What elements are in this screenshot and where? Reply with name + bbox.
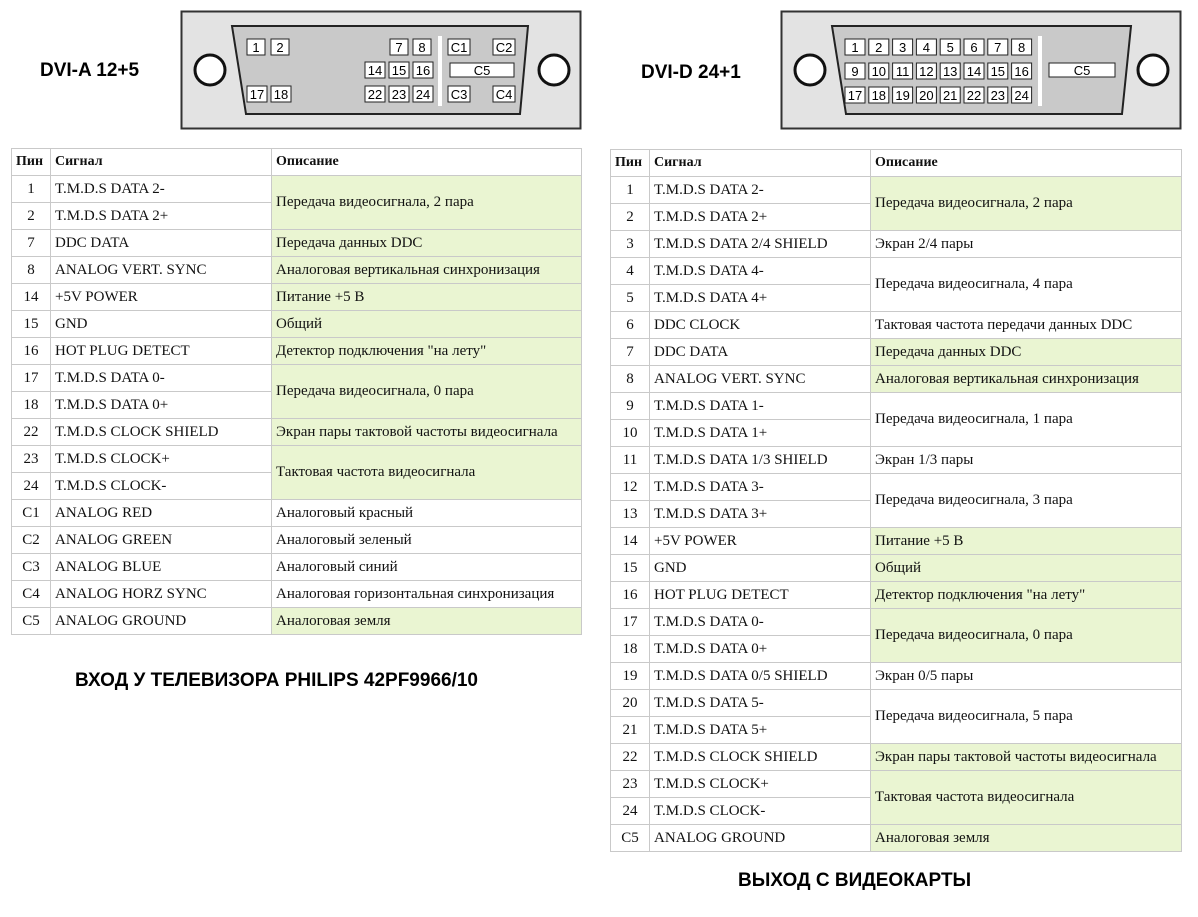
description-cell: Детектор подключения "на лету" bbox=[272, 338, 582, 365]
pin-cell: 22 bbox=[611, 744, 650, 771]
pin-cell: 15 bbox=[12, 311, 51, 338]
pin-label: 17 bbox=[249, 87, 265, 102]
dvi-a-connector bbox=[180, 10, 582, 132]
signal-cell: T.M.D.S DATA 2+ bbox=[650, 204, 871, 231]
description-cell: Передача видеосигнала, 3 пара bbox=[871, 474, 1182, 528]
signal-cell: T.M.D.S DATA 4- bbox=[650, 258, 871, 285]
signal-cell: T.M.D.S DATA 0+ bbox=[51, 392, 272, 419]
pin-cell: 19 bbox=[611, 663, 650, 690]
dvi-a-title: DVI-A 12+5 bbox=[40, 60, 140, 81]
screw-hole-right bbox=[539, 55, 569, 85]
signal-cell: T.M.D.S CLOCK SHIELD bbox=[650, 744, 871, 771]
pin-label: 23 bbox=[990, 88, 1006, 103]
table-row bbox=[12, 608, 582, 635]
table-row bbox=[12, 230, 582, 257]
pin-cell: 6 bbox=[611, 312, 650, 339]
description-cell: Общий bbox=[272, 311, 582, 338]
pin-label: 8 bbox=[1017, 40, 1026, 55]
pin-cell: C3 bbox=[12, 554, 51, 581]
header-pin: Пин bbox=[12, 149, 51, 176]
header-signal: Сигнал bbox=[650, 150, 871, 177]
pin-label: C4 bbox=[495, 87, 513, 102]
pin-label: 24 bbox=[415, 87, 431, 102]
pin-label: 16 bbox=[415, 63, 431, 78]
dvi-d-title: DVI-D 24+1 bbox=[641, 62, 741, 83]
signal-cell: T.M.D.S DATA 4+ bbox=[650, 285, 871, 312]
signal-cell: ANALOG GROUND bbox=[650, 825, 871, 852]
pin-cell: 3 bbox=[611, 231, 650, 258]
description-cell: Тактовая частота передачи данных DDC bbox=[871, 312, 1182, 339]
pin-cell: 18 bbox=[611, 636, 650, 663]
screw-hole-left bbox=[195, 55, 225, 85]
pin-label: 14 bbox=[966, 64, 982, 79]
table-row bbox=[611, 771, 1182, 798]
signal-cell: T.M.D.S CLOCK- bbox=[51, 473, 272, 500]
pin-cell: 5 bbox=[611, 285, 650, 312]
pin-cell: 11 bbox=[611, 447, 650, 474]
table-header-row bbox=[611, 150, 1182, 177]
signal-cell: T.M.D.S CLOCK- bbox=[650, 798, 871, 825]
pin-cell: 1 bbox=[611, 177, 650, 204]
description-cell: Экран пары тактовой частоты видеосигнала bbox=[272, 419, 582, 446]
pin-cell: 15 bbox=[611, 555, 650, 582]
dvi-d-analog-pins bbox=[1049, 63, 1115, 78]
pin-label: 15 bbox=[990, 64, 1006, 79]
pin-cell: 14 bbox=[611, 528, 650, 555]
pin-cell: 18 bbox=[12, 392, 51, 419]
signal-cell: T.M.D.S DATA 0- bbox=[51, 365, 272, 392]
table-row bbox=[12, 338, 582, 365]
signal-cell: T.M.D.S DATA 0- bbox=[650, 609, 871, 636]
description-cell: Тактовая частота видеосигнала bbox=[871, 771, 1182, 825]
pin-label: 7 bbox=[994, 40, 1002, 55]
header-pin: Пин bbox=[611, 150, 650, 177]
table-row bbox=[611, 447, 1182, 474]
dvi-a-row2 bbox=[365, 62, 433, 78]
table-row bbox=[611, 231, 1182, 258]
description-cell: Аналоговая земля bbox=[272, 608, 582, 635]
signal-cell: T.M.D.S DATA 1+ bbox=[650, 420, 871, 447]
signal-cell: +5V POWER bbox=[51, 284, 272, 311]
pin-cell: 10 bbox=[611, 420, 650, 447]
pin-label: 4 bbox=[922, 40, 931, 55]
table-row bbox=[12, 527, 582, 554]
description-cell: Передача видеосигнала, 0 пара bbox=[272, 365, 582, 419]
description-cell: Аналоговая вертикальная синхронизация bbox=[272, 257, 582, 284]
signal-cell: T.M.D.S DATA 3+ bbox=[650, 501, 871, 528]
pin-cell: 8 bbox=[611, 366, 650, 393]
pin-cell: 9 bbox=[611, 393, 650, 420]
pin-cell: 16 bbox=[611, 582, 650, 609]
description-cell: Питание +5 В bbox=[272, 284, 582, 311]
pin-label: 3 bbox=[898, 40, 907, 55]
pin-label: 17 bbox=[847, 88, 863, 103]
description-cell: Передача видеосигнала, 2 пара bbox=[272, 176, 582, 230]
signal-cell: ANALOG HORZ SYNC bbox=[51, 581, 272, 608]
description-cell: Аналоговая вертикальная синхронизация bbox=[871, 366, 1182, 393]
table-row bbox=[611, 258, 1182, 285]
table-row bbox=[12, 554, 582, 581]
table-row bbox=[611, 555, 1182, 582]
signal-cell: T.M.D.S DATA 5+ bbox=[650, 717, 871, 744]
table-row bbox=[611, 393, 1182, 420]
pin-label: 22 bbox=[367, 87, 383, 102]
screw-hole-left bbox=[795, 55, 825, 85]
table-header-row bbox=[12, 149, 582, 176]
signal-cell: T.M.D.S DATA 5- bbox=[650, 690, 871, 717]
description-cell: Аналоговый зеленый bbox=[272, 527, 582, 554]
table-row bbox=[611, 339, 1182, 366]
pin-label: 9 bbox=[851, 64, 859, 79]
signal-cell: HOT PLUG DETECT bbox=[51, 338, 272, 365]
pin-label: C1 bbox=[450, 40, 468, 55]
dvi-a-pinout-table bbox=[11, 148, 582, 635]
pin-label: 2 bbox=[875, 40, 883, 55]
pin-label: 20 bbox=[919, 88, 934, 103]
table-row bbox=[611, 744, 1182, 771]
pin-label: 1 bbox=[252, 40, 260, 55]
table-row bbox=[611, 663, 1182, 690]
description-cell: Экран 2/4 пары bbox=[871, 231, 1182, 258]
description-cell: Аналоговый синий bbox=[272, 554, 582, 581]
signal-cell: T.M.D.S DATA 1/3 SHIELD bbox=[650, 447, 871, 474]
pin-label: C5 bbox=[1073, 63, 1091, 78]
pin-cell: 4 bbox=[611, 258, 650, 285]
table-row bbox=[12, 284, 582, 311]
header-description: Описание bbox=[871, 150, 1182, 177]
description-cell: Аналоговая земля bbox=[871, 825, 1182, 852]
signal-cell: DDC DATA bbox=[650, 339, 871, 366]
pin-label: C5 bbox=[473, 63, 491, 78]
signal-cell: T.M.D.S DATA 0+ bbox=[650, 636, 871, 663]
pin-label: 23 bbox=[391, 87, 407, 102]
pin-cell: 20 bbox=[611, 690, 650, 717]
pin-cell: 7 bbox=[611, 339, 650, 366]
signal-cell: ANALOG GROUND bbox=[51, 608, 272, 635]
description-cell: Передача данных DDC bbox=[272, 230, 582, 257]
signal-cell: DDC DATA bbox=[51, 230, 272, 257]
table-row bbox=[12, 419, 582, 446]
pin-cell: 8 bbox=[12, 257, 51, 284]
table-row bbox=[12, 176, 582, 203]
description-cell: Передача видеосигнала, 5 пара bbox=[871, 690, 1182, 744]
pin-cell: C5 bbox=[611, 825, 650, 852]
pin-cell: 2 bbox=[611, 204, 650, 231]
pin-label: 12 bbox=[919, 64, 934, 79]
pin-cell: 2 bbox=[12, 203, 51, 230]
table-row bbox=[12, 581, 582, 608]
signal-cell: T.M.D.S DATA 0/5 SHIELD bbox=[650, 663, 871, 690]
pin-label: 7 bbox=[395, 40, 403, 55]
pin-cell: 21 bbox=[611, 717, 650, 744]
pin-cell: 14 bbox=[12, 284, 51, 311]
pin-cell: 1 bbox=[12, 176, 51, 203]
table-row bbox=[12, 311, 582, 338]
pin-cell: 13 bbox=[611, 501, 650, 528]
tv-input-caption: ВХОД У ТЕЛЕВИЗОРА PHILIPS 42PF9966/10 bbox=[75, 670, 478, 691]
pin-label: C3 bbox=[450, 87, 468, 102]
table-row bbox=[12, 500, 582, 527]
signal-cell: T.M.D.S DATA 3- bbox=[650, 474, 871, 501]
signal-cell: T.M.D.S DATA 2/4 SHIELD bbox=[650, 231, 871, 258]
table-row bbox=[611, 528, 1182, 555]
pin-label: 24 bbox=[1014, 88, 1029, 103]
pin-cell: 24 bbox=[611, 798, 650, 825]
description-cell: Передача видеосигнала, 0 пара bbox=[871, 609, 1182, 663]
table-row bbox=[611, 312, 1182, 339]
pin-cell: C1 bbox=[12, 500, 51, 527]
signal-cell: T.M.D.S DATA 2- bbox=[650, 177, 871, 204]
table-row bbox=[12, 257, 582, 284]
description-cell: Детектор подключения "на лету" bbox=[871, 582, 1182, 609]
table-row bbox=[611, 366, 1182, 393]
signal-cell: T.M.D.S CLOCK SHIELD bbox=[51, 419, 272, 446]
pin-label: C2 bbox=[495, 40, 513, 55]
header-signal: Сигнал bbox=[51, 149, 272, 176]
signal-cell: DDC CLOCK bbox=[650, 312, 871, 339]
header-description: Описание bbox=[272, 149, 582, 176]
pin-label: 19 bbox=[895, 88, 910, 103]
description-cell: Передача видеосигнала, 1 пара bbox=[871, 393, 1182, 447]
pin-label: 10 bbox=[871, 64, 887, 79]
description-cell: Питание +5 В bbox=[871, 528, 1182, 555]
pin-label: 5 bbox=[946, 40, 954, 55]
table-row bbox=[611, 474, 1182, 501]
table-row bbox=[611, 825, 1182, 852]
pin-label: 2 bbox=[276, 40, 284, 55]
table-row bbox=[12, 365, 582, 392]
description-cell: Передача видеосигнала, 2 пара bbox=[871, 177, 1182, 231]
screw-hole-right bbox=[1138, 55, 1168, 85]
table-row bbox=[611, 177, 1182, 204]
pin-label: 14 bbox=[367, 63, 383, 78]
description-cell: Экран 0/5 пары bbox=[871, 663, 1182, 690]
pin-cell: C4 bbox=[12, 581, 51, 608]
signal-cell: GND bbox=[51, 311, 272, 338]
signal-cell: T.M.D.S CLOCK+ bbox=[51, 446, 272, 473]
description-cell: Аналоговый красный bbox=[272, 500, 582, 527]
pin-cell: 24 bbox=[12, 473, 51, 500]
table-row bbox=[12, 446, 582, 473]
signal-cell: ANALOG GREEN bbox=[51, 527, 272, 554]
table-row bbox=[611, 690, 1182, 717]
signal-cell: T.M.D.S DATA 2+ bbox=[51, 203, 272, 230]
pin-cell: 23 bbox=[12, 446, 51, 473]
signal-cell: HOT PLUG DETECT bbox=[650, 582, 871, 609]
pin-cell: 17 bbox=[611, 609, 650, 636]
dvi-d-connector bbox=[780, 10, 1182, 132]
pin-label: 18 bbox=[871, 88, 887, 103]
signal-cell: GND bbox=[650, 555, 871, 582]
description-cell: Аналоговая горизонтальная синхронизация bbox=[272, 581, 582, 608]
pin-cell: 7 bbox=[12, 230, 51, 257]
pin-label: 22 bbox=[966, 88, 982, 103]
pin-cell: 16 bbox=[12, 338, 51, 365]
description-cell: Общий bbox=[871, 555, 1182, 582]
pin-cell: 17 bbox=[12, 365, 51, 392]
description-cell: Экран пары тактовой частоты видеосигнала bbox=[871, 744, 1182, 771]
description-cell: Тактовая частота видеосигнала bbox=[272, 446, 582, 500]
pin-cell: 23 bbox=[611, 771, 650, 798]
description-cell: Передача данных DDC bbox=[871, 339, 1182, 366]
signal-cell: ANALOG VERT. SYNC bbox=[650, 366, 871, 393]
pin-label: 21 bbox=[942, 88, 958, 103]
description-cell: Передача видеосигнала, 4 пара bbox=[871, 258, 1182, 312]
pin-label: 11 bbox=[895, 64, 910, 79]
pin-label: 1 bbox=[851, 40, 859, 55]
signal-cell: ANALOG RED bbox=[51, 500, 272, 527]
pin-label: 15 bbox=[391, 63, 407, 78]
pin-label: 18 bbox=[273, 87, 289, 102]
description-cell: Экран 1/3 пары bbox=[871, 447, 1182, 474]
signal-cell: +5V POWER bbox=[650, 528, 871, 555]
signal-cell: ANALOG BLUE bbox=[51, 554, 272, 581]
table-row bbox=[611, 609, 1182, 636]
signal-cell: T.M.D.S DATA 2- bbox=[51, 176, 272, 203]
pin-cell: 22 bbox=[12, 419, 51, 446]
pin-label: 16 bbox=[1014, 64, 1029, 79]
pin-label: 13 bbox=[942, 64, 958, 79]
gpu-output-caption: ВЫХОД С ВИДЕОКАРТЫ bbox=[738, 870, 972, 891]
pin-cell: C5 bbox=[12, 608, 51, 635]
signal-cell: T.M.D.S DATA 1- bbox=[650, 393, 871, 420]
table-row bbox=[611, 582, 1182, 609]
signal-cell: T.M.D.S CLOCK+ bbox=[650, 771, 871, 798]
pin-label: 6 bbox=[970, 40, 978, 55]
signal-cell: ANALOG VERT. SYNC bbox=[51, 257, 272, 284]
pin-cell: C2 bbox=[12, 527, 51, 554]
pin-label: 8 bbox=[418, 40, 426, 55]
pin-cell: 12 bbox=[611, 474, 650, 501]
dvi-d-pinout-table bbox=[610, 149, 1182, 852]
